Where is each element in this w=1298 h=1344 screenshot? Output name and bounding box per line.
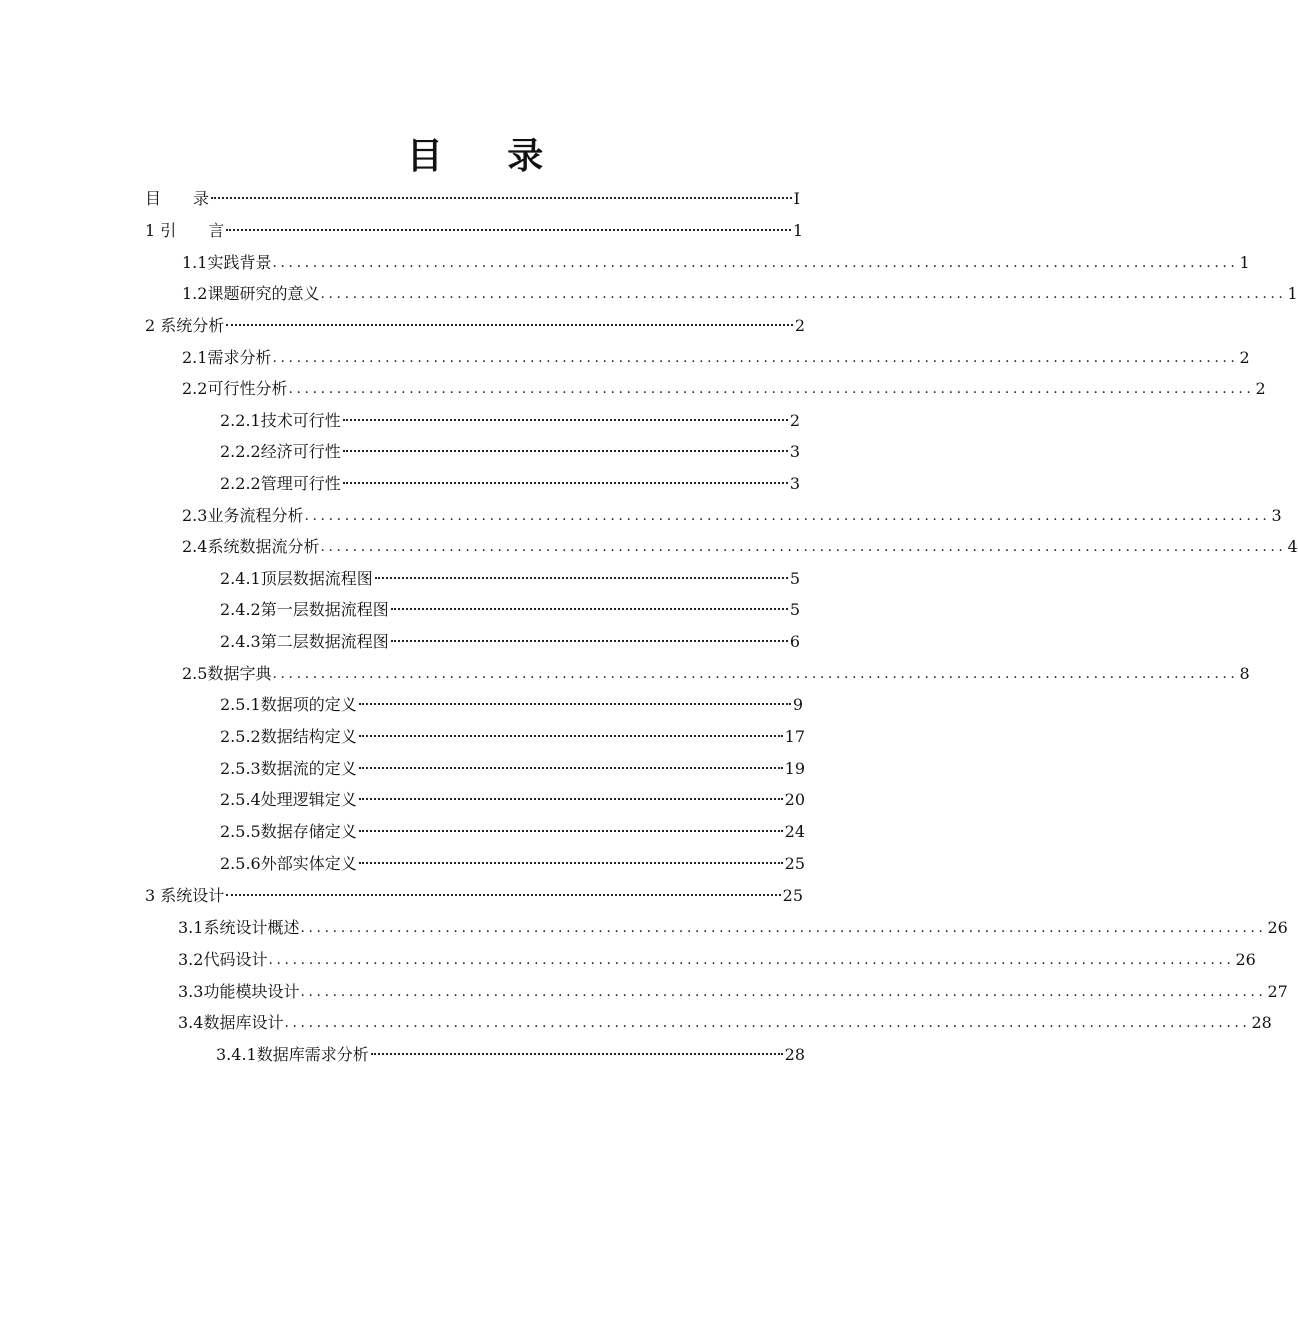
toc-entry[interactable] — [145, 311, 805, 341]
toc-entry[interactable] — [182, 659, 1250, 689]
toc-leader-dots — [359, 703, 791, 705]
toc-leader-dots: ........................................................................................................................ — [300, 920, 1267, 936]
toc-entry[interactable] — [145, 881, 803, 911]
toc-leader-dots: ........................................................................................................................ — [272, 255, 1239, 271]
toc-entry[interactable] — [220, 754, 805, 784]
toc-entry-label: 3.4数据库设计 — [178, 1013, 284, 1032]
toc-entry-page-number: 9 — [792, 695, 803, 714]
toc-entry[interactable] — [182, 343, 1250, 373]
toc-entry-page-number: 17 — [784, 727, 805, 746]
toc-entry-page-number: 24 — [784, 822, 805, 841]
toc-entry[interactable] — [220, 785, 805, 815]
toc-leader-dots: ........................................................................................................................ — [272, 350, 1239, 366]
toc-entry[interactable] — [220, 406, 800, 436]
toc-entry[interactable] — [220, 627, 800, 657]
toc-entry-label: 3.2代码设计 — [178, 950, 268, 969]
toc-entry[interactable] — [145, 184, 800, 214]
toc-entry[interactable] — [220, 564, 800, 594]
toc-leader-dots — [359, 862, 783, 864]
toc-leader-dots — [375, 577, 788, 579]
toc-entry-page-number: 1 — [1287, 284, 1298, 303]
toc-entry[interactable] — [216, 1040, 805, 1070]
toc-leader-dots — [226, 894, 780, 896]
toc-entry-label: 2.5.6外部实体定义 — [220, 854, 357, 873]
toc-entry-page-number: 3 — [789, 442, 800, 461]
toc-entry[interactable] — [220, 690, 803, 720]
toc-entry-page-number: 2 — [794, 316, 805, 335]
toc-entry[interactable] — [178, 913, 1288, 943]
toc-leader-dots — [226, 324, 793, 326]
toc-leader-dots: ........................................................................................................................ — [268, 952, 1235, 968]
toc-leader-dots — [359, 830, 783, 832]
toc-entry-label: 2.5.4处理逻辑定义 — [220, 790, 357, 809]
page-title: 目 录 — [406, 136, 570, 177]
toc-leader-dots: ........................................................................................................................ — [320, 286, 1287, 302]
toc-entry[interactable] — [220, 849, 805, 879]
toc-entry[interactable] — [145, 216, 803, 246]
toc-entry-page-number: 6 — [789, 632, 800, 651]
toc-leader-dots: ........................................................................................................................ — [284, 1015, 1251, 1031]
toc-entry-page-number: 27 — [1267, 982, 1288, 1001]
toc-entry[interactable] — [220, 722, 805, 752]
toc-leader-dots — [211, 197, 792, 199]
toc-entry[interactable] — [178, 977, 1288, 1007]
toc-entry[interactable] — [220, 817, 805, 847]
toc-entry[interactable] — [182, 248, 1250, 278]
toc-entry[interactable] — [220, 437, 800, 467]
toc-leader-dots — [343, 419, 788, 421]
toc-entry[interactable] — [220, 469, 800, 499]
toc-entry-label: 2.5.3数据流的定义 — [220, 759, 357, 778]
toc-entry-label: 2.2.2管理可行性 — [220, 474, 341, 493]
toc-entry-label: 2.2.2经济可行性 — [220, 442, 341, 461]
toc-leader-dots — [359, 767, 783, 769]
toc-entry-page-number: 25 — [784, 854, 805, 873]
toc-entry-page-number: 3 — [789, 474, 800, 493]
toc-entry-page-number: 26 — [1235, 950, 1256, 969]
toc-entry-label: 1.1实践背景 — [182, 253, 272, 272]
toc-entry-page-number: 8 — [1239, 664, 1250, 683]
toc-leader-dots — [226, 229, 791, 231]
toc-entry-label: 3.4.1数据库需求分析 — [216, 1045, 369, 1064]
toc-entry-page-number: 28 — [784, 1045, 805, 1064]
toc-entry-page-number: 4 — [1287, 537, 1298, 556]
toc-entry-page-number: 5 — [789, 600, 800, 619]
toc-leader-dots: ........................................................................................................................ — [288, 381, 1255, 397]
toc-entry-page-number: 2 — [789, 411, 800, 430]
toc-entry-label: 3.1系统设计概述 — [178, 918, 300, 937]
toc-entry-label: 2.5.1数据项的定义 — [220, 695, 357, 714]
toc-leader-dots: ........................................................................................................................ — [272, 666, 1239, 682]
toc-entry-label: 3.3功能模块设计 — [178, 982, 300, 1001]
toc-entry[interactable] — [182, 374, 1266, 404]
toc-entry-label: 2.5.5数据存储定义 — [220, 822, 357, 841]
toc-entry[interactable] — [182, 501, 1282, 531]
toc-entry[interactable] — [178, 945, 1256, 975]
toc-entry[interactable] — [182, 279, 1298, 309]
toc-leader-dots — [371, 1053, 783, 1055]
toc-leader-dots — [359, 798, 783, 800]
toc-entry-label: 目 录 — [145, 189, 210, 208]
toc-entry-label: 2 系统分析 — [145, 316, 225, 335]
toc-entry-label: 2.4.2第一层数据流程图 — [220, 600, 389, 619]
toc-entry-label: 3 系统设计 — [145, 886, 225, 905]
toc-entry-label: 2.4系统数据流分析 — [182, 537, 320, 556]
toc-entry-label: 1 引 言 — [145, 221, 225, 240]
toc-entry-label: 2.5.2数据结构定义 — [220, 727, 357, 746]
toc-leader-dots: ........................................................................................................................ — [304, 508, 1271, 524]
toc-leader-dots — [391, 640, 788, 642]
toc-entry-label: 2.4.3第二层数据流程图 — [220, 632, 389, 651]
toc-entry-label: 2.5数据字典 — [182, 664, 272, 683]
toc-leader-dots — [359, 735, 783, 737]
toc-entry-label: 2.2.1技术可行性 — [220, 411, 341, 430]
toc-leader-dots: ........................................................................................................................ — [300, 984, 1267, 1000]
toc-entry-label: 1.2课题研究的意义 — [182, 284, 320, 303]
toc-entry-label: 2.1需求分析 — [182, 348, 272, 367]
toc-entry-label: 2.3业务流程分析 — [182, 506, 304, 525]
toc-entry-page-number: 25 — [782, 886, 803, 905]
toc-entry-page-number: 2 — [1239, 348, 1250, 367]
toc-entry-page-number: 26 — [1267, 918, 1288, 937]
toc-entry-page-number: 20 — [784, 790, 805, 809]
toc-leader-dots — [343, 482, 788, 484]
toc-entry[interactable] — [182, 532, 1298, 562]
toc-leader-dots: ........................................................................................................................ — [320, 539, 1287, 555]
toc-entry-page-number: 1 — [1239, 253, 1250, 272]
toc-entry[interactable] — [220, 595, 800, 625]
toc-entry-page-number: 5 — [789, 569, 800, 588]
toc-entry[interactable] — [178, 1008, 1272, 1038]
toc-entry-label: 2.4.1顶层数据流程图 — [220, 569, 373, 588]
toc-entry-page-number: 28 — [1251, 1013, 1272, 1032]
toc-leader-dots — [343, 450, 788, 452]
toc-entry-page-number: 1 — [792, 221, 803, 240]
toc-entry-page-number: 19 — [784, 759, 805, 778]
toc-entry-page-number: 3 — [1271, 506, 1282, 525]
toc-leader-dots — [391, 608, 788, 610]
toc-entry-label: 2.2可行性分析 — [182, 379, 288, 398]
toc-entry-page-number: 2 — [1255, 379, 1266, 398]
toc-entry-page-number: I — [793, 189, 800, 208]
